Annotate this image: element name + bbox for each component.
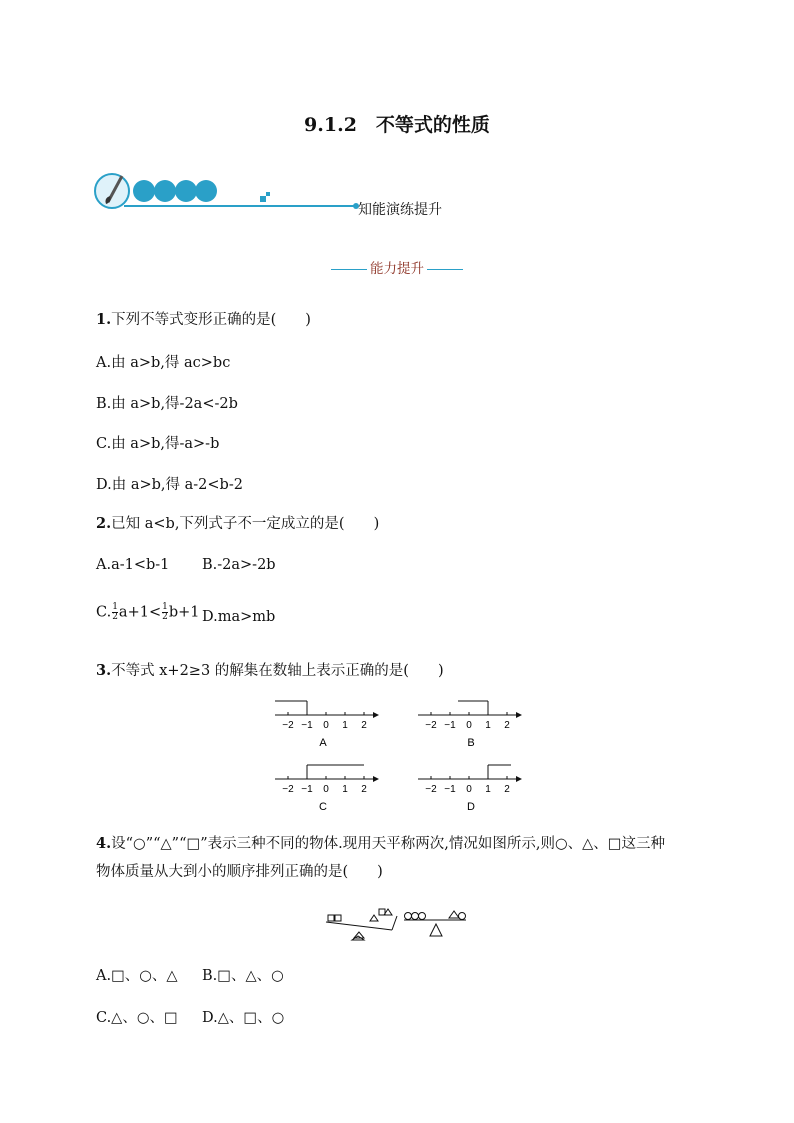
q1-option-c: C.由 a>b,得-a>-b (96, 436, 220, 452)
banner-dot (154, 180, 176, 202)
figure-label: A (319, 737, 327, 749)
circle-icon (459, 913, 466, 920)
number-line-a (275, 701, 378, 749)
tick-label: 1 (342, 784, 348, 795)
triangle-icon (370, 915, 378, 921)
question-stem: 下列不等式变形正确的是( ) (111, 312, 311, 328)
balance-scales-figure (322, 902, 472, 942)
question-4-line2: 物体质量从大到小的顺序排列正确的是( ) (96, 864, 383, 880)
figure-label: D (467, 801, 475, 813)
number-line-c (275, 765, 378, 813)
question-2 (96, 514, 379, 534)
question-stem: 不等式 x+2≥3 的解集在数轴上表示正确的是( ) (111, 663, 444, 679)
page-title: 9.1.2 不等式的性质 (304, 114, 490, 136)
tick-label: 2 (361, 720, 367, 731)
tick-label: 1 (342, 720, 348, 731)
banner-text: 知能演练提升 (358, 202, 442, 218)
tick-label: −1 (444, 784, 456, 795)
balance-scale-2 (404, 911, 466, 936)
tick-label: 0 (466, 784, 472, 795)
q1-option-d: D.由 a>b,得 a-2<b-2 (96, 477, 243, 493)
question-number: 2. (96, 515, 112, 532)
banner-dot (175, 180, 197, 202)
number-line-b (418, 701, 521, 749)
q4-option-b: B.□、△、○ (202, 968, 284, 984)
question-number: 4. (96, 835, 112, 852)
q1-option-b: B.由 a>b,得-2a<-2b (96, 396, 238, 412)
tick-label: −1 (301, 720, 313, 731)
question-number: 1. (96, 311, 112, 328)
circle-icon (419, 913, 426, 920)
tick-label: 0 (323, 784, 329, 795)
question-number: 3. (96, 662, 112, 679)
triangle-icon (449, 911, 459, 918)
circle-icon (405, 913, 412, 920)
tick-label: −1 (444, 720, 456, 731)
question-1 (96, 310, 311, 330)
q4-option-a: A.□、○、△ (96, 968, 178, 984)
tick-label: −2 (282, 720, 294, 731)
tick-label: 0 (466, 720, 472, 731)
square-icon (335, 915, 341, 921)
figure-label: B (467, 737, 475, 749)
square-icon (328, 915, 334, 921)
q4-option-c: C.△、○、□ (96, 1010, 178, 1026)
banner-graphic (94, 168, 374, 218)
q1-option-a: A.由 a>b,得 ac>bc (96, 355, 231, 371)
section-label: 能力提升 (370, 261, 424, 277)
tick-label: 2 (504, 784, 510, 795)
balance-scale-1 (326, 909, 397, 940)
fraction: $\frac{1}{2}$ (162, 602, 168, 622)
q2-option-a: A.a-1<b-1 (96, 557, 170, 573)
circle-icon (412, 913, 419, 920)
tick-label: −2 (425, 784, 437, 795)
tick-label: −1 (301, 784, 313, 795)
q2-option-c: C. $\frac{1}{2}$ a+1< $\frac{1}{2}$ b+1 (96, 602, 200, 622)
tick-label: −2 (282, 784, 294, 795)
question-stem: 设“○”“△”“□”表示三种不同的物体.现用天平称两次,情况如图所示,则○、△、□这三种 (111, 836, 665, 852)
banner-dot (195, 180, 217, 202)
question-3 (96, 661, 444, 681)
q2-option-b: B.-2a>-2b (202, 557, 276, 573)
number-line-figures (270, 695, 540, 820)
tick-label: 2 (504, 720, 510, 731)
section-header (0, 257, 794, 277)
tick-label: 1 (485, 784, 491, 795)
tick-label: −2 (425, 720, 437, 731)
q2-option-d: D.ma>mb (202, 609, 276, 625)
fraction: $\frac{1}{2}$ (112, 602, 118, 622)
question-4 (96, 834, 665, 854)
tick-label: 1 (485, 720, 491, 731)
question-stem: 已知 a<b,下列式子不一定成立的是( ) (111, 516, 380, 532)
tick-label: 0 (323, 720, 329, 731)
number-line-d (418, 765, 521, 813)
figure-label: C (319, 801, 327, 813)
q4-option-d: D.△、□、○ (202, 1010, 285, 1026)
brush-logo-icon (95, 174, 129, 208)
tick-label: 2 (361, 784, 367, 795)
banner-dot (133, 180, 155, 202)
